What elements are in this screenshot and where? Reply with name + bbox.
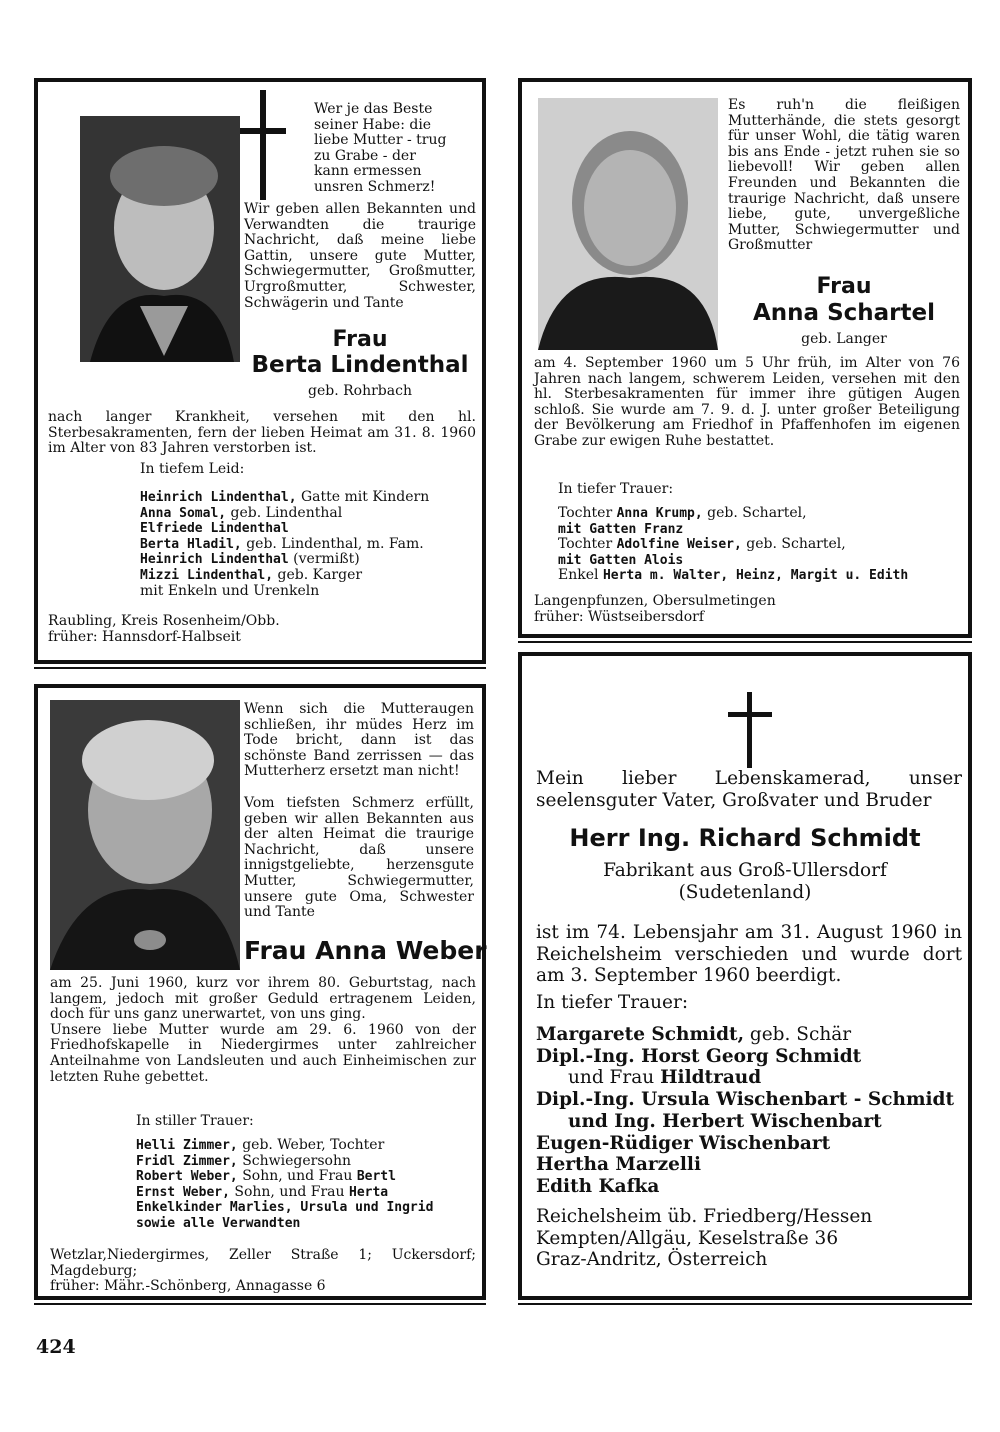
list-item: Heinrich Lindenthal, Gatte mit Kindern [140,489,430,505]
portrait-photo [538,98,718,350]
list-item: Eugen-Rüdiger Wischenbart [536,1132,831,1154]
list-item: Dipl.-Ing. Ursula Wischenbart - Schmidt [536,1089,955,1111]
list-item: Berta Hladil, geb. Lindenthal, m. Fam. [140,535,424,552]
mourning-label: In tiefem Leid: [140,461,245,477]
poem-text: Wer je das Beste seiner Habe: die liebe Mutter - trug zu Grabe - der kann ermessen unsren Schmerz! [314,101,447,195]
death-details: ist im 74. Lebensjahr am 31. August 1960 in Reichelsheim verschieden und wurde dort am 3. September 1960 beerdigt. [536,922,968,987]
location-text: Langenpfunzen, Obersulmetingen früher: Wüstseibersdorf [534,593,776,625]
list-item: Hertha Marzelli [536,1154,701,1176]
mourners-list [536,1024,954,1198]
deceased-name: Anna Schartel [753,300,935,326]
death-details: am 25. Juni 1960, kurz vor ihrem 80. Geburtstag, nach langem, jedoch mit großer Geduld ertragenem Leiden, doch für uns ganz unerwartet, von uns ging. Unsere liebe Mutter wurde am 29. 6. 1960 von der Friedhofskapelle in Niedergirmes unter zahlreicher Anteilnahme von Landsleuten und auch Einheimischen zur letzten Ruhe gebettet. [50,975,476,1085]
mourners-list [136,1138,433,1232]
list-item: Ernst Weber, Sohn, und Frau Herta [136,1183,389,1200]
location-text: Wetzlar,Niedergirmes, Zeller Straße 1; Uckersdorf; Magdeburg; früher: Mähr.-Schönberg, Annagasse 6 [50,1247,476,1295]
list-item: mit Enkeln und Urenkeln [140,582,320,599]
list-item: mit Gatten Alois [558,552,684,568]
mourning-label: In tiefer Trauer: [536,992,689,1013]
portrait-photo [50,700,240,970]
location-text: Raubling, Kreis Rosenheim/Obb. früher: Hannsdorf-Halbseit [48,613,280,645]
announcement-text: Mein lieber Lebenskamerad, unser seelensguter Vater, Großvater und Bruder [536,768,968,811]
mourners-list [558,506,908,584]
portrait-photo [80,116,240,362]
death-details: nach langer Krankheit, versehen mit den hl. Sterbesakramenten, fern der lieben Heimat am 31. 8. 1960 im Alter von 83 Jahren verstorben ist. [48,409,481,457]
cross-icon [726,692,776,768]
announcement-text: Wir geben allen Bekannten und Verwandten die traurige Nachricht, daß meine liebe Gattin, unsere gute Mutter, Schwiegermutter, Großmutter, Urgroßmutter, Schwester, Schwägerin und Tante [244,201,481,311]
poem-text: Es ruh'n die fleißigen Mutterhände, die stets gesorgt für unser Wohl, die tätig waren bis ans Ende - jetzt ruhen sie so liebevoll! Wir geben allen Freunden und Bekannten die traurige Nachricht, daß unsere liebe, gute, unvergeßliche Mutter, Schwiegermutter und Großmutter [728,97,965,254]
list-item: Fridl Zimmer, Schwiegersohn [136,1152,351,1169]
obituary-anna-weber [34,684,486,1300]
list-item: und Ing. Herbert Wischenbart [568,1110,882,1132]
list-item: Edith Kafka [536,1175,660,1197]
cross-icon [240,90,290,200]
location-text: Reichelsheim üb. Friedberg/Hessen Kempten/Allgäu, Keselstraße 36 Graz-Andritz, Österreich [536,1206,873,1271]
poem-text: Wenn sich die Mutteraugen schließen, ihr müdes Herz im Tode bricht, dann ist das schönste Band zerrissen — das Mutterherz ersetzt man nicht! [244,701,479,780]
list-item: Tochter Adolfine Weiser, geb. Schartel, [558,536,846,553]
obituary-berta-lindenthal [34,78,486,664]
list-item: Tochter Anna Krump, geb. Schartel, [558,505,807,521]
mourning-label: In stiller Trauer: [136,1113,254,1129]
title-frau: Frau [332,327,388,352]
list-item: Enkel Herta m. Walter, Heinz, Margit u. Edith [558,567,909,584]
death-details: am 4. September 1960 um 5 Uhr früh, im Alter von 76 Jahren nach langem, schwerem Leiden, versehen mit den hl. Sterbesakramenten für immer ihre gütigen Augen schloß. Sie wurde am 7. 9. d. J. unter großer Beteiligung der Bevölkerung am Friedhof in Pfaffenhofen im eigenen Grabe zur ewigen Ruhe bestattet. [534,355,965,449]
deceased-name: Frau Anna Weber [244,936,487,965]
obituary-anna-schartel [518,78,972,638]
region-text: (Sudetenland) [678,882,812,903]
mourning-label: In tiefer Trauer: [558,481,674,497]
deceased-name: Berta Lindenthal [251,352,469,378]
list-item: Elfriede Lindenthal [140,521,289,537]
mourners-list [140,490,429,599]
list-item: und Frau Hildtraud [568,1067,762,1089]
list-item: Helli Zimmer, geb. Weber, Tochter [136,1137,385,1153]
obituary-richard-schmidt [518,652,972,1300]
title-frau: Frau [816,274,872,299]
list-item: Margarete Schmidt, geb. Schär [536,1024,852,1045]
list-item: Mizzi Lindenthal, geb. Karger [140,566,363,583]
list-item: Dipl.-Ing. Horst Georg Schmidt [536,1045,862,1067]
list-item: sowie alle Verwandten [136,1215,301,1231]
profession-text: Fabrikant aus Groß-Ullersdorf [603,860,887,881]
maiden-name: geb. Rohrbach [308,383,412,399]
list-item: Robert Weber, Sohn, und Frau Bertl [136,1168,396,1185]
list-item: Anna Somal, geb. Lindenthal [140,504,343,521]
page-number: 424 [36,1336,76,1358]
deceased-name: Herr Ing. Richard Schmidt [569,824,921,852]
announcement-text: Vom tiefsten Schmerz erfüllt, geben wir allen Bekannten aus der alten Heimat die traurige Nachricht, daß unsere innigstgeliebte, herzensgute Mutter, Schwiegermutter, unsere gute Oma, Schwester und Tante [244,795,479,921]
list-item: Enkelkinder Marlies, Ursula und Ingrid [136,1200,434,1216]
maiden-name: geb. Langer [801,331,887,347]
list-item: Heinrich Lindenthal (vermißt) [140,551,360,568]
list-item: mit Gatten Franz [558,521,684,537]
